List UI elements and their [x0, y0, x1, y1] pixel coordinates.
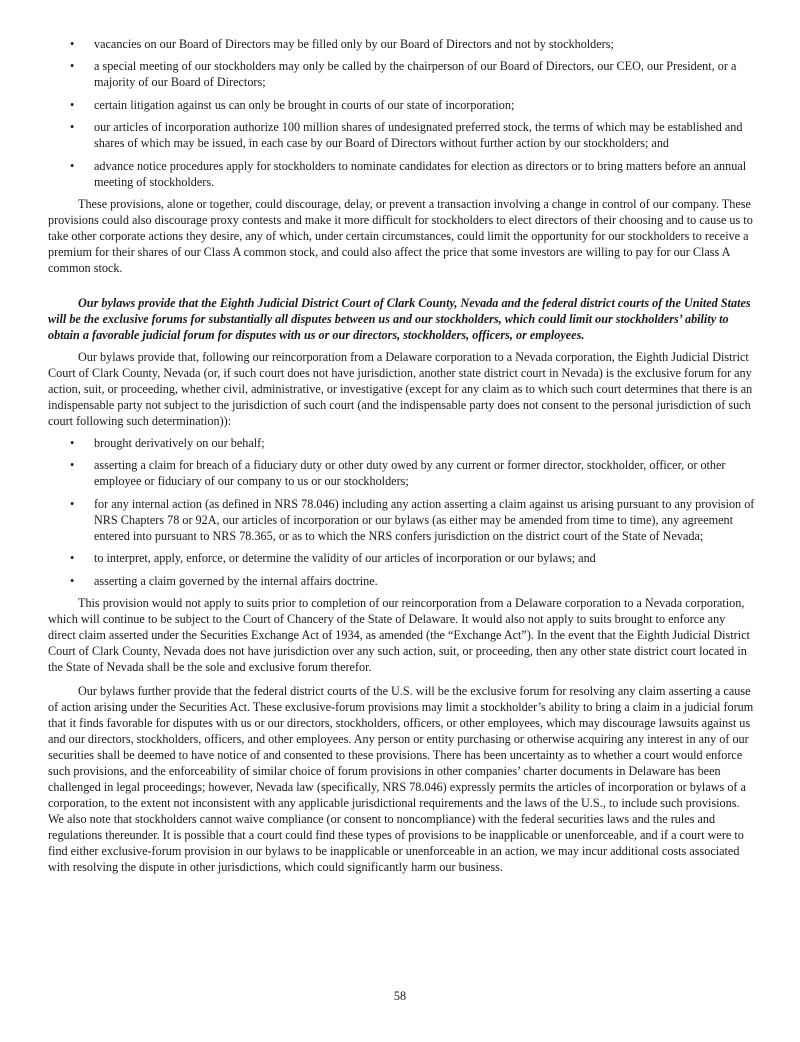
bullet-mark: •: [70, 573, 75, 588]
anti-takeover-provisions-list: [48, 36, 756, 190]
body-paragraph: These provisions, alone or together, could discourage, delay, or prevent a transaction involving a change in control of our company. These provisions could also discourage proxy contests and make it more difficult for stockholders to elect directors of their choosing and to cause us to take other corporate actions they desire, any of which, under certain circumstances, could limit the opportunity for our stockholders to receive a premium for their shares of our Class A common stock, and could also affect the price that some investors are willing to pay for our Class A common stock.: [48, 196, 753, 275]
list-item-text: for any internal action (as defined in NRS 78.046) including any action asserting a claim against us arising pursuant to any provision of NRS Chapters 78 or 92A, our articles of incorporation or our bylaws (as either may be amended from time to time), any agreement entered into pursuant to NRS 78.365, or as to which the NRS confers jurisdiction on the district court of the State of Nevada;: [94, 496, 755, 543]
page-number: 58: [393, 989, 407, 1003]
list-item: [48, 36, 756, 52]
list-item: [48, 119, 756, 151]
body-paragraph: Our bylaws provide that, following our reincorporation from a Delaware corporation to a Nevada corporation, the Eighth Judicial District Court of Clark County, Nevada (or, if such court does not have jurisdiction, another state district court in Nevada) is the exclusive forum for any action, suit, or proceeding, whether civil, administrative, or investigative (except for any claim as to which such court determines that there is an indispensable party not subject to the jurisdiction of such court (and the indispensable party does not consent to the personal jurisdiction of such court following such determination)):: [48, 349, 753, 428]
document-page: [48, 36, 756, 875]
list-item-text: a special meeting of our stockholders may only be called by the chairperson of our Board of Directors, our CEO, our President, or a majority of our Board of Directors;: [94, 59, 737, 90]
body-paragraph: Our bylaws further provide that the federal district courts of the U.S. will be the exclusive forum for resolving any claim asserting a cause of action arising under the Securities Act. These exclusive-forum provisions may limit a stockholder’s ability to bring a claim in a judicial forum that it finds favorable for disputes with us or our directors, stockholders, officers, or other employees, which may discourage lawsuits against us and our directors, stockholders, officers, and other employees. Any person or entity purchasing or otherwise acquiring any interest in any of our securities shall be deemed to have notice of and consented to these provisions. There has been uncertainty as to whether a court would enforce such provisions, and the enforceability of similar choice of forum provisions in other companies’ charter documents in Delaware has been challenged in legal proceedings; however, Nevada law (specifically, NRS 78.046) expressly permits the articles of incorporation or bylaws of a corporation, to the extent not inconsistent with any applicable jurisdictional requirements and the laws of the U.S., to include such provisions. We also note that stockholders cannot waive compliance (or consent to noncompliance) with the federal securities laws and the rules and regulations thereunder. It is possible that a court could find these types of provisions to be inapplicable or unenforceable, and if a court were to find either exclusive-forum provision in our bylaws to be inapplicable or unenforceable in an action, we may incur additional costs associated with resolving the dispute in other jurisdictions, which could significantly harm our business.: [48, 683, 754, 874]
list-item-text: advance notice procedures apply for stockholders to nominate candidates for election as directors or to bring matters before an annual meeting of stockholders.: [94, 158, 747, 189]
bullet-mark: •: [70, 37, 75, 51]
list-item: [48, 158, 756, 190]
list-item: [48, 58, 756, 90]
list-item-text: vacancies on our Board of Directors may be filled only by our Board of Directors and not by stockholders;: [94, 37, 614, 51]
list-item-text: certain litigation against us can only be brought in courts of our state of incorporation;: [94, 97, 515, 112]
list-item: [48, 457, 756, 489]
bullet-mark: •: [70, 435, 75, 450]
bullet-mark: •: [70, 158, 75, 173]
list-item-text: asserting a claim governed by the internal affairs doctrine.: [94, 573, 378, 588]
bullet-mark: •: [70, 551, 75, 566]
list-item: [48, 550, 756, 566]
list-item-text: brought derivatively on our behalf;: [94, 435, 265, 450]
risk-factor-heading: Our bylaws provide that the Eighth Judicial District Court of Clark County, Nevada and the federal district courts of the United States will be the exclusive forums for substantially all disputes between us and our stockholders, which could limit our stockholders’ ability to obtain a favorable judicial forum for disputes with us or our directors, stockholders, officers, or employees.: [48, 295, 751, 342]
exclusive-forum-claims-list: [48, 435, 756, 589]
bullet-mark: •: [70, 120, 75, 135]
bullet-mark: •: [70, 496, 75, 511]
list-item: [48, 435, 756, 451]
bullet-mark: •: [70, 97, 75, 112]
body-paragraph: This provision would not apply to suits prior to completion of our reincorporation from a Delaware corporation to a Nevada corporation, which will continue to be subject to the Court of Chancery of the State of Delaware. It would also not apply to suits brought to enforce any direct claim asserted under the Securities Exchange Act of 1934, as amended (the “Exchange Act”). In the event that the Eighth Judicial District Court of Clark County, Nevada does not have jurisdiction over any such action, suit, or proceeding, then any other state district court located in the State of Nevada shall be the sole and exclusive forum therefor.: [48, 595, 750, 674]
list-item: [48, 496, 756, 544]
list-item-text: asserting a claim for breach of a fiduciary duty or other duty owed by any current or former director, stockholder, officer, or other employee or fiduciary of our company to us or our stockholders;: [94, 458, 726, 489]
list-item: [48, 97, 756, 113]
list-item: [48, 573, 756, 589]
bullet-mark: •: [70, 458, 75, 473]
list-item-text: to interpret, apply, enforce, or determine the validity of our articles of incorporation or our bylaws; and: [94, 551, 596, 566]
list-item-text: our articles of incorporation authorize 100 million shares of undesignated preferred stock, the terms of which may be established and shares of which may be issued, in each case by our Board of Directors without further action by our stockholders; and: [94, 120, 743, 151]
bullet-mark: •: [70, 59, 75, 74]
